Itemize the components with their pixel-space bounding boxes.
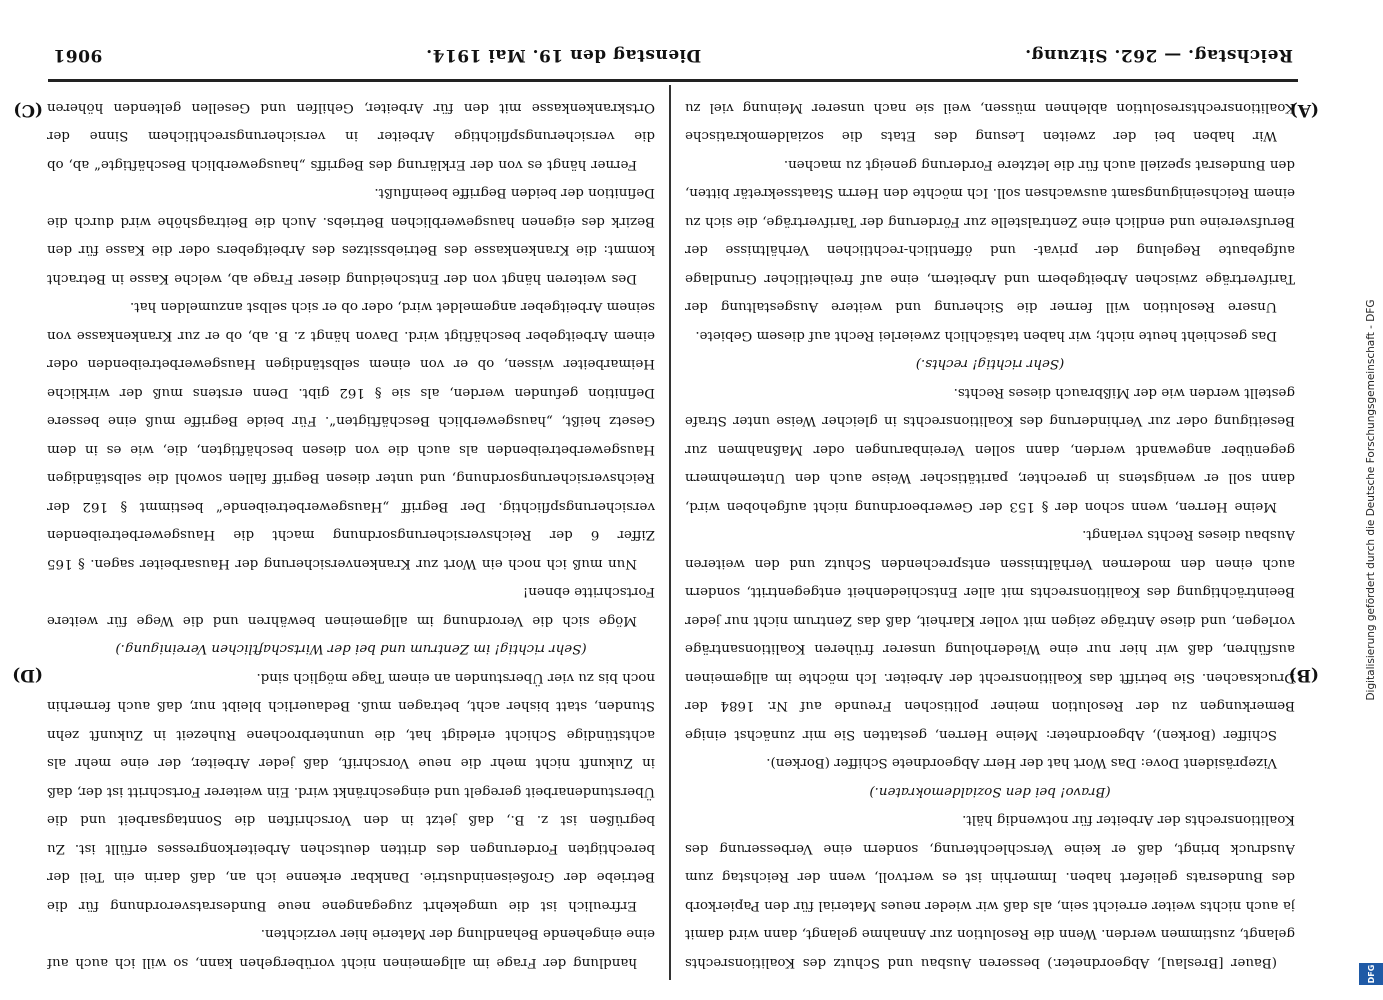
paragraph: Des weiteren hängt von der Entscheidung dieser Frage ab, welche Kasse in Betracht kommt: die Krankenkasse des Betriebssitzes des Arbeitgebers oder die Kasse für den Bezirk des eigenen hausgewerblichen Betriebs. Auch die Beitragshöhe wird durch die Definition der beiden Begriffe beeinflußt. — [47, 185, 655, 286]
paragraph: Vizepräsident Dove: Das Wort hat der Herr Abgeordnete Schiffer (Borken). — [766, 755, 1277, 771]
paragraph: handlung der Frage im allgemeinen nicht vorübergehen kann, so will ich auch auf eine eingehende Behandlung der Materie hier verzichten. — [47, 926, 655, 970]
column-divider — [669, 85, 671, 980]
dfg-logo: DFG — [1359, 963, 1383, 985]
paragraph: Nun muß ich noch ein Wort zur Krankenversicherung der Hausarbeiter sagen. § 165 Ziffer 6 der Reichsversicherungsordnung macht die Hausgewerbetreibenden versicherungspflichtig. Der Begriff „Hausgewerbetreibende“ bestimmt § 162 der Reichsversicherungsordnung, und unter diesen Begriff fallen sowohl die selbständigen Hausgewerbetreibenden als auch die von diesen beschäftigten, die, wie es in dem Gesetz heißt, „hausgewerblich Beschäftigten“. Für beide Begriffe muß eine bessere Definition gefunden werden, als sie § 162 gibt. Denn erstens muß der wirkliche Heimarbeiter wissen, ob er von einem selbständigen Hausgewerbetreibenden oder einem Arbeitgeber beschäftigt wird. Davon hängt z. B. ab, ob er zur Krankenkasse von seinem Arbeitgeber angemeldet wird, oder ob er sich selbst anzumelden hat. — [47, 299, 655, 571]
paragraph: (Bauer [Breslau], Abgeordneter.) besseren Ausbau und Schutz des Koalitionsrechts gelangt, zustimmen werden. Wenn die Resolution zur Annahme gelangt, dann wird damit ja auch nichts weiter erreicht sein, als daß wir wieder neues Material für den Papierkorb des Bundesrats geliefert haben. Immerhin ist es wertvoll, wenn der Reichstag zum Ausdruck bringt, daß er keine Verschlechterung, sondern eine Verbesserung des Koalitionsrechts der Arbeiter für notwendig hält. — [685, 812, 1295, 970]
margin-letter-a: (A) — [1289, 100, 1319, 120]
header-left: Reichstag. — 262. Sitzung. — [1024, 45, 1293, 65]
paragraph: Möge sich die Verordnung im allgemeinen bewähren und die Wege für weitere Fortschritte ebnen! — [47, 584, 655, 628]
paragraph: Unsere Resolution will ferner die Sicherung und weitere Ausgestaltung der Tarifverträge zwischen Arbeitgebern und Arbeitern, eine auf freiheitlicher Grundlage aufgebaute Regelung der privat- und öffentlich-rechtlichen Verhältnisse der Berufsvereine und endlich eine Zentralstelle zur Förderung der Tarifverträge, die sich zu einem Reichseinigungsamt auswachsen soll. Ich möchte den Herrn Staatssekretär bitten, den Bundesrat speziell auch für die letztere Forderung geneigt zu machen. — [685, 157, 1295, 315]
paragraph: Wir haben bei der zweiten Lesung des Etats die sozialdemokratische Koalitionsrechtsresolution ablehnen müssen, weil sie nach unserer Meinung viel zu — [685, 100, 1295, 144]
margin-letter-c: (C) — [13, 100, 43, 120]
left-column — [685, 86, 1295, 976]
interjection: (Bravo! bei den Sozialdemokraten.) — [869, 784, 1111, 799]
paragraph: Das geschieht heute nicht; wir haben tatsächlich zweierlei Recht auf diesem Gebiete. — [695, 328, 1277, 343]
paragraph: Ferner hängt es von der Erklärung des Begriffs „hausgewerblich Beschäftigte“ ab, ob die versicherungspflichtige Arbeiter in versicherungsrechtlichem Sinne der Ortskrankenkasse mit den für Arbeiter, Gehilfen und Gesellen geltenden höheren — [47, 100, 655, 172]
margin-letter-b: (B) — [1288, 665, 1319, 685]
funding-note: Digitalisierung gefördert durch die Deutsche Forschungsgemeinschaft - DFG — [1365, 299, 1377, 701]
header-rule — [48, 79, 1298, 82]
page-number: 9061 — [53, 45, 103, 65]
paragraph: Erfreulich ist die umgekehrt zugegangene neue Bundesratsverordnung für die Betriebe der Großeisenindustrie. Dankbar erkenne ich an, daß darin ein Teil der berechtigten Forderungen des dritten deutschen Arbeiterkongresses erfüllt ist. Zu begrüßen ist z. B., daß jetzt in den Vorschriften die Sonntagsarbeit und die Überstundenarbeit geregelt und eingeschränkt wird. Ein weiterer Fortschritt ist der, daß in Zukunft nicht mehr die neue Vorschrift, daß jeder Arbeiter, der eine mehr als achtstündige Schicht erledigt hat, die ununterbrochene Ruhezeit in Zukunft zehn Stunden, statt bisher acht, betragen muß. Bedauerlich bleibt nur, daß auch fernerhin noch bis zu vier Überstunden an einem Tage möglich sind. — [47, 670, 655, 913]
right-column — [47, 86, 655, 976]
paragraph: Meine Herren, wenn schon der § 153 der Gewerbeordnung nicht aufgehoben wird, dann soll er wenigstens in gerechter, paritätischer Weise auch den Unternehmern gegenüber angewandt werden, dann sollen Vereinbarungen oder Maßnahmen zur Beseitigung oder zur Verhinderung des Koalitionsrechts in gleicher Weise unter Strafe gestellt werden wie der Mißbrauch dieses Rechts. — [685, 385, 1295, 514]
interjection: (Sehr richtig! im Zentrum und bei der Wirtschaftlichen Vereinigung.) — [115, 641, 587, 657]
header-center: Dienstag den 19. Mai 1914. — [425, 45, 702, 65]
margin-letter-d: (D) — [12, 665, 43, 685]
interjection: (Sehr richtig! rechts.) — [915, 356, 1065, 372]
paragraph: Schiffer (Borken), Abgeordneter: Meine Herren, gestatten Sie mir zunächst einige Bemerkungen zu der Resolution meiner politischen Freunde auf Nr. 1684 der Drucksachen. Sie betrifft das Koalitionsrecht der Arbeiter. Ich möchte im allgemeinen ausführen, daß wir hier nur eine Wiederholung unserer früheren Koalitionsanträge vorlegen, und diese Anträge zeigen mit voller Klarheit, daß das Zentrum nicht nur jeder Beeinträchtigung des Koalitionsrechts mit aller Entschiedenheit entgegentritt, sondern auch einen den modernen Verhältnissen entsprechenden Schutz und den weiteren Ausbau dieses Rechts verlangt. — [685, 527, 1295, 742]
running-head — [53, 35, 1293, 75]
